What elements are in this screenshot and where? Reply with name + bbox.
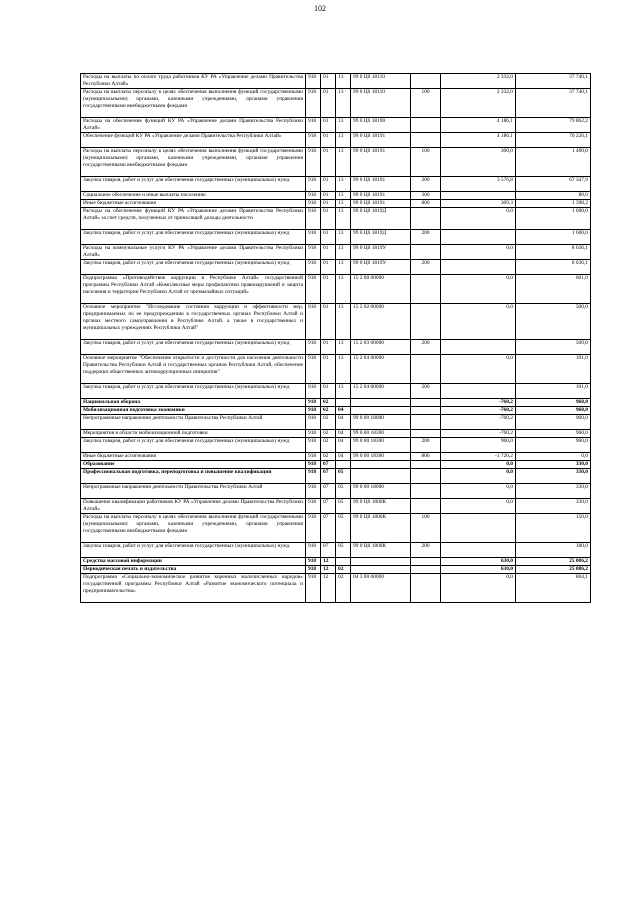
row-total-amount: 330,0 <box>516 469 591 484</box>
row-subsection-code: 02 <box>336 574 351 603</box>
row-change-amount: -1 720,2 <box>441 453 516 461</box>
row-expense-type <box>411 74 441 89</box>
row-name: Мобилизационная подготовка экономики <box>81 407 306 415</box>
row-section-code: 02 <box>321 438 336 453</box>
row-ved-code: 918 <box>306 558 321 566</box>
row-target-code <box>351 461 411 469</box>
row-ved-code: 918 <box>306 469 321 484</box>
row-expense-type <box>411 118 441 133</box>
row-name: Расходы на обеспечение функций КУ РА «Управление делами Правительства Республики Алтай» за счет средств, полученных от приносящей доходы деятельности <box>81 208 306 230</box>
row-total-amount: 960,0 <box>516 415 591 430</box>
row-ved-code: 918 <box>306 118 321 133</box>
row-total-amount: 8 036,1 <box>516 245 591 260</box>
row-name: Закупка товаров, работ и услуг для обеспечения государственных (муниципальных) нужд <box>81 340 306 355</box>
row-ved-code: 918 <box>306 200 321 208</box>
row-expense-type <box>411 469 441 484</box>
row-name: Образование <box>81 461 306 469</box>
row-target-code: 99 0 00 18000 <box>351 415 411 430</box>
row-ved-code: 918 <box>306 484 321 499</box>
page-number: 102 <box>314 4 326 13</box>
row-target-code: 99 0 Ц0 18191 <box>351 192 411 200</box>
row-section-code: 01 <box>321 230 336 245</box>
row-subsection-code: 13 <box>336 118 351 133</box>
row-target-code: 99 0 Ц0 1819Д <box>351 230 411 245</box>
row-expense-type: 800 <box>411 453 441 461</box>
table-row <box>81 304 591 340</box>
row-total-amount: 500,0 <box>516 340 591 355</box>
row-total-amount: 330,0 <box>516 499 591 514</box>
row-total-amount: 101,0 <box>516 384 591 399</box>
row-expense-type <box>411 399 441 407</box>
row-section-code: 01 <box>321 245 336 260</box>
row-subsection-code: 05 <box>336 484 351 499</box>
row-subsection-code: 02 <box>336 566 351 574</box>
row-total-amount: 0,0 <box>516 453 591 461</box>
row-name: Расходы на коммунальные услуги КУ РА «Управление делами Правительства Республики Алтай» <box>81 245 306 260</box>
row-name: Профессиональная подготовка, переподготовка и повышение квалификации <box>81 469 306 484</box>
row-name: Расходы на выплаты персоналу в целях обеспечения выполнения функций государственными (муниципальными) органами, казенными учреждениями, органами управления государственными внебюджетными фондами <box>81 148 306 177</box>
row-total-amount: 960,0 <box>516 407 591 415</box>
row-expense-type <box>411 566 441 574</box>
row-section-code: 02 <box>321 430 336 438</box>
row-change-amount: 0,0 <box>441 461 516 469</box>
row-total-amount: 8 036,1 <box>516 260 591 275</box>
row-ved-code: 918 <box>306 275 321 304</box>
row-section-code: 01 <box>321 384 336 399</box>
row-target-code <box>351 566 411 574</box>
row-name: Закупка товаров, работ и услуг для обеспечения государственных (муниципальных) нужд <box>81 543 306 558</box>
row-expense-type <box>411 558 441 566</box>
row-change-amount: 3 576,8 <box>441 177 516 192</box>
row-name: Основное мероприятие "Обеспечение открытости и доступности для населения деятельности Правительства Республики Алтай и государственных органов Республики Алтай, обеспечение поддержки общественных антикоррупционных инициатив" <box>81 355 306 384</box>
row-name: Национальная оборона <box>81 399 306 407</box>
row-ved-code: 918 <box>306 407 321 415</box>
row-ved-code: 918 <box>306 566 321 574</box>
row-section-code: 07 <box>321 543 336 558</box>
row-expense-type: 200 <box>411 543 441 558</box>
row-change-amount: 0,0 <box>441 484 516 499</box>
row-change-amount: 0,0 <box>441 469 516 484</box>
table-row <box>81 384 591 399</box>
row-ved-code: 918 <box>306 340 321 355</box>
row-total-amount: 601,0 <box>516 275 591 304</box>
row-expense-type <box>411 461 441 469</box>
row-subsection-code: 13 <box>336 89 351 118</box>
row-name: Основное мероприятие "Исследование состояния коррупции и эффективности мер, предпринимаемых по ее предупреждению в государственных органах Республики Алтай и органах местного самоуправления в Республике Алтай, а также в государственных и муниципальных учреждениях Республики Алтай" <box>81 304 306 340</box>
row-target-code: 99 0 Ц0 18110 <box>351 89 411 118</box>
budget-table <box>80 73 591 603</box>
row-change-amount: 300,0 <box>441 148 516 177</box>
row-total-amount: 960,0 <box>516 438 591 453</box>
row-subsection-code: 05 <box>336 469 351 484</box>
row-expense-type: 100 <box>411 89 441 118</box>
table-row <box>81 275 591 304</box>
row-subsection-code: 04 <box>336 430 351 438</box>
row-ved-code: 918 <box>306 245 321 260</box>
table-row <box>81 484 591 499</box>
row-target-code: 99 0 Ц0 18190 <box>351 118 411 133</box>
row-subsection-code: 05 <box>336 543 351 558</box>
row-subsection-code <box>336 461 351 469</box>
row-target-code: 99 0 Ц0 18110 <box>351 74 411 89</box>
row-change-amount: 0,0 <box>441 275 516 304</box>
row-change-amount: 0,0 <box>441 208 516 230</box>
row-name: Иные бюджетные ассигнования <box>81 453 306 461</box>
row-section-code: 02 <box>321 453 336 461</box>
row-total-amount: 79 862,2 <box>516 118 591 133</box>
row-subsection-code: 13 <box>336 245 351 260</box>
row-total-amount: 80,0 <box>516 192 591 200</box>
row-expense-type: 100 <box>411 148 441 177</box>
row-subsection-code <box>336 399 351 407</box>
row-total-amount: 37 740,1 <box>516 89 591 118</box>
row-target-code: 15 2 04 00000 <box>351 384 411 399</box>
row-target-code: 99 0 Ц0 18191 <box>351 200 411 208</box>
row-section-code: 12 <box>321 566 336 574</box>
row-subsection-code: 13 <box>336 148 351 177</box>
row-name: Непрограммные направления деятельности Правительства Республики Алтай <box>81 484 306 499</box>
row-name: Социальное обеспечение и иные выплаты населению <box>81 192 306 200</box>
row-target-code: 15 2 04 00000 <box>351 355 411 384</box>
row-expense-type <box>411 304 441 340</box>
row-name: Средства массовой информации <box>81 558 306 566</box>
row-name: Мероприятия в области мобилизационной подготовки <box>81 430 306 438</box>
row-expense-type: 200 <box>411 177 441 192</box>
row-subsection-code <box>336 558 351 566</box>
row-subsection-code: 13 <box>336 304 351 340</box>
row-change-amount <box>441 384 516 399</box>
row-subsection-code: 05 <box>336 514 351 543</box>
table-row <box>81 543 591 558</box>
row-name: Непрограммные направления деятельности Правительства Республики Алтай <box>81 415 306 430</box>
row-total-amount: 804,1 <box>516 574 591 603</box>
row-total-amount: 330,0 <box>516 461 591 469</box>
row-expense-type: 800 <box>411 200 441 208</box>
row-section-code: 01 <box>321 304 336 340</box>
row-expense-type <box>411 208 441 230</box>
row-target-code: 99 0 00 18300 <box>351 430 411 438</box>
row-ved-code: 918 <box>306 453 321 461</box>
row-section-code: 01 <box>321 340 336 355</box>
row-target-code: 15 2 02 00000 <box>351 304 411 340</box>
row-total-amount: 37 740,1 <box>516 74 591 89</box>
row-target-code: 99 0 Ц0 18191 <box>351 133 411 148</box>
row-section-code: 02 <box>321 399 336 407</box>
table-row <box>81 407 591 415</box>
row-total-amount: 150,0 <box>516 514 591 543</box>
row-target-code: 15 2 03 00000 <box>351 340 411 355</box>
row-section-code: 07 <box>321 499 336 514</box>
table-row <box>81 453 591 461</box>
row-ved-code: 918 <box>306 230 321 245</box>
row-subsection-code: 13 <box>336 208 351 230</box>
row-section-code: 02 <box>321 407 336 415</box>
table-row <box>81 118 591 133</box>
row-total-amount: 1 600,0 <box>516 230 591 245</box>
row-subsection-code: 13 <box>336 340 351 355</box>
row-total-amount: 1 398,2 <box>516 200 591 208</box>
table-row <box>81 208 591 230</box>
row-change-amount <box>441 543 516 558</box>
row-ved-code: 918 <box>306 430 321 438</box>
row-target-code: 99 0 00 18300 <box>351 453 411 461</box>
row-section-code: 01 <box>321 118 336 133</box>
row-change-amount: 0,0 <box>441 245 516 260</box>
row-section-code: 01 <box>321 260 336 275</box>
row-section-code: 02 <box>321 415 336 430</box>
row-change-amount: -760,2 <box>441 399 516 407</box>
row-expense-type <box>411 484 441 499</box>
table-row <box>81 499 591 514</box>
row-change-amount <box>441 514 516 543</box>
table-row <box>81 430 591 438</box>
row-expense-type <box>411 245 441 260</box>
row-target-code <box>351 558 411 566</box>
row-total-amount: 67 347,9 <box>516 177 591 192</box>
row-ved-code: 918 <box>306 208 321 230</box>
row-change-amount: -760,2 <box>441 415 516 430</box>
row-total-amount: 960,0 <box>516 399 591 407</box>
row-ved-code: 918 <box>306 438 321 453</box>
row-change-amount: -760,2 <box>441 430 516 438</box>
row-subsection-code: 04 <box>336 453 351 461</box>
row-subsection-code: 13 <box>336 275 351 304</box>
row-name: Подпрограмма «Противодействие коррупции в Республике Алтай» государственной программы Республики Алтай «Комплексные меры профилактики правонарушений и защита населения и территории Республики Алтай от чрезвычайных ситуаций» <box>81 275 306 304</box>
row-total-amount: 70 226,1 <box>516 133 591 148</box>
table-row <box>81 340 591 355</box>
row-target-code: 99 0 Ц0 1800К <box>351 543 411 558</box>
row-total-amount: 101,0 <box>516 355 591 384</box>
table-row <box>81 148 591 177</box>
row-expense-type <box>411 133 441 148</box>
row-total-amount: 1 400,0 <box>516 148 591 177</box>
row-expense-type <box>411 275 441 304</box>
row-subsection-code: 04 <box>336 407 351 415</box>
row-change-amount <box>441 340 516 355</box>
row-subsection-code: 13 <box>336 133 351 148</box>
row-expense-type: 200 <box>411 260 441 275</box>
row-section-code: 01 <box>321 275 336 304</box>
row-name: Закупка товаров, работ и услуг для обеспечения государственных (муниципальных) нужд <box>81 230 306 245</box>
row-ved-code: 918 <box>306 399 321 407</box>
row-target-code: 99 0 Ц0 1819Д <box>351 208 411 230</box>
row-target-code: 99 0 00 18000 <box>351 484 411 499</box>
row-section-code: 07 <box>321 514 336 543</box>
row-ved-code: 918 <box>306 148 321 177</box>
row-target-code: 04 3 00 00000 <box>351 574 411 603</box>
row-total-amount: 180,0 <box>516 543 591 558</box>
row-ved-code: 918 <box>306 74 321 89</box>
row-expense-type <box>411 430 441 438</box>
table-row <box>81 192 591 200</box>
row-ved-code: 918 <box>306 192 321 200</box>
row-subsection-code: 05 <box>336 499 351 514</box>
row-target-code: 99 0 Ц0 1800К <box>351 499 411 514</box>
table-row <box>81 399 591 407</box>
row-target-code: 99 0 00 18300 <box>351 438 411 453</box>
row-total-amount: 500,0 <box>516 304 591 340</box>
row-subsection-code: 04 <box>336 415 351 430</box>
row-ved-code: 918 <box>306 133 321 148</box>
row-name: Подпрограмма «Социально-экономическое развитие коренных малочисленных народов» государственной программы Республики Алтай «Развитие экономического потенциала и предпринимательства» <box>81 574 306 603</box>
row-total-amount: 25 086,2 <box>516 558 591 566</box>
row-section-code: 01 <box>321 192 336 200</box>
row-section-code: 07 <box>321 469 336 484</box>
row-change-amount <box>441 192 516 200</box>
row-subsection-code: 13 <box>336 355 351 384</box>
row-target-code: 99 0 Ц0 18191 <box>351 148 411 177</box>
table-row <box>81 469 591 484</box>
table-row <box>81 566 591 574</box>
table-row <box>81 89 591 118</box>
row-target-code: 99 0 Ц0 18191 <box>351 177 411 192</box>
table-row <box>81 245 591 260</box>
row-expense-type <box>411 415 441 430</box>
row-expense-type <box>411 355 441 384</box>
row-name: Расходы на обеспечение функций КУ РА «Управление делами Правительства Республики Алтай» <box>81 118 306 133</box>
row-target-code: 99 0 Ц0 1819У <box>351 245 411 260</box>
row-name: Иные бюджетные ассигнования <box>81 200 306 208</box>
row-ved-code: 918 <box>306 514 321 543</box>
row-change-amount: -760,2 <box>441 407 516 415</box>
row-change-amount: 2 332,0 <box>441 74 516 89</box>
row-name: Закупка товаров, работ и услуг для обеспечения государственных (муниципальных) нужд <box>81 177 306 192</box>
table-row <box>81 260 591 275</box>
table-row <box>81 558 591 566</box>
row-expense-type <box>411 407 441 415</box>
row-section-code: 01 <box>321 208 336 230</box>
row-total-amount: 960,0 <box>516 430 591 438</box>
row-expense-type <box>411 574 441 603</box>
row-change-amount: 4 186,1 <box>441 118 516 133</box>
row-name: Закупка товаров, работ и услуг для обеспечения государственных (муниципальных) нужд <box>81 438 306 453</box>
row-change-amount: 630,0 <box>441 558 516 566</box>
row-ved-code: 918 <box>306 384 321 399</box>
row-section-code: 01 <box>321 133 336 148</box>
row-name: Периодическая печать и издательства <box>81 566 306 574</box>
row-change-amount: 0,0 <box>441 574 516 603</box>
table-row <box>81 230 591 245</box>
table-row <box>81 461 591 469</box>
row-name: Повышение квалификации работников КУ РА «Управление делами Правительства Республики Алтай» <box>81 499 306 514</box>
row-change-amount <box>441 260 516 275</box>
row-target-code <box>351 469 411 484</box>
row-subsection-code: 13 <box>336 177 351 192</box>
row-ved-code: 918 <box>306 89 321 118</box>
row-section-code: 01 <box>321 177 336 192</box>
row-change-amount: 4 186,1 <box>441 133 516 148</box>
row-subsection-code: 13 <box>336 260 351 275</box>
row-expense-type: 200 <box>411 438 441 453</box>
table-row <box>81 177 591 192</box>
table-row <box>81 355 591 384</box>
row-name: Расходы на выплаты персоналу в целях обеспечения выполнения функций государственными (муниципальными) органами, казенными учреждениями, органами управления государственными внебюджетными фондами <box>81 514 306 543</box>
row-change-amount: 0,0 <box>441 304 516 340</box>
row-expense-type: 100 <box>411 514 441 543</box>
row-change-amount: 630,0 <box>441 566 516 574</box>
row-subsection-code: 13 <box>336 74 351 89</box>
table-row <box>81 133 591 148</box>
row-section-code: 01 <box>321 200 336 208</box>
row-ved-code: 918 <box>306 415 321 430</box>
row-total-amount: 25 086,2 <box>516 566 591 574</box>
row-change-amount: 0,0 <box>441 499 516 514</box>
row-expense-type <box>411 499 441 514</box>
row-change-amount <box>441 230 516 245</box>
row-section-code: 07 <box>321 484 336 499</box>
row-ved-code: 918 <box>306 304 321 340</box>
row-ved-code: 918 <box>306 177 321 192</box>
row-expense-type: 300 <box>411 192 441 200</box>
row-subsection-code: 04 <box>336 438 351 453</box>
row-total-amount: 1 600,0 <box>516 208 591 230</box>
table-row <box>81 438 591 453</box>
row-ved-code: 918 <box>306 355 321 384</box>
row-subsection-code: 13 <box>336 230 351 245</box>
row-section-code: 01 <box>321 74 336 89</box>
row-name: Обеспечение функций КУ РА «Управление делами Правительства Республики Алтай» <box>81 133 306 148</box>
row-name: Расходы на выплаты персоналу в целях обеспечения выполнения функций государственными (муниципальными) органами, казенными учреждениями, органами управления государственными внебюджетными фондами <box>81 89 306 118</box>
row-target-code: 15 2 00 00000 <box>351 275 411 304</box>
row-section-code: 01 <box>321 148 336 177</box>
row-target-code <box>351 407 411 415</box>
row-section-code: 01 <box>321 355 336 384</box>
row-ved-code: 918 <box>306 461 321 469</box>
row-change-amount: 960,0 <box>441 438 516 453</box>
row-section-code: 07 <box>321 461 336 469</box>
row-subsection-code: 13 <box>336 192 351 200</box>
row-expense-type: 200 <box>411 384 441 399</box>
row-expense-type: 200 <box>411 230 441 245</box>
row-name: Закупка товаров, работ и услуг для обеспечения государственных (муниципальных) нужд <box>81 384 306 399</box>
row-ved-code: 918 <box>306 543 321 558</box>
row-section-code: 01 <box>321 89 336 118</box>
table-row <box>81 514 591 543</box>
row-name: Расходы на выплаты по оплате труда работников КУ РА «Управление делами Правительства Республики Алтай» <box>81 74 306 89</box>
table-row <box>81 574 591 603</box>
row-change-amount: 309,3 <box>441 200 516 208</box>
row-name: Закупка товаров, работ и услуг для обеспечения государственных (муниципальных) нужд <box>81 260 306 275</box>
row-target-code <box>351 399 411 407</box>
row-change-amount: 2 332,0 <box>441 89 516 118</box>
table-row <box>81 74 591 89</box>
row-target-code: 99 0 Ц0 1800К <box>351 514 411 543</box>
table-row <box>81 200 591 208</box>
row-change-amount: 0,0 <box>441 355 516 384</box>
row-target-code: 99 0 Ц0 1819У <box>351 260 411 275</box>
row-expense-type: 200 <box>411 340 441 355</box>
table-row <box>81 415 591 430</box>
row-section-code: 12 <box>321 574 336 603</box>
row-subsection-code: 13 <box>336 384 351 399</box>
row-ved-code: 918 <box>306 574 321 603</box>
row-total-amount: 330,0 <box>516 484 591 499</box>
row-subsection-code: 13 <box>336 200 351 208</box>
row-ved-code: 918 <box>306 260 321 275</box>
row-section-code: 12 <box>321 558 336 566</box>
row-ved-code: 918 <box>306 499 321 514</box>
